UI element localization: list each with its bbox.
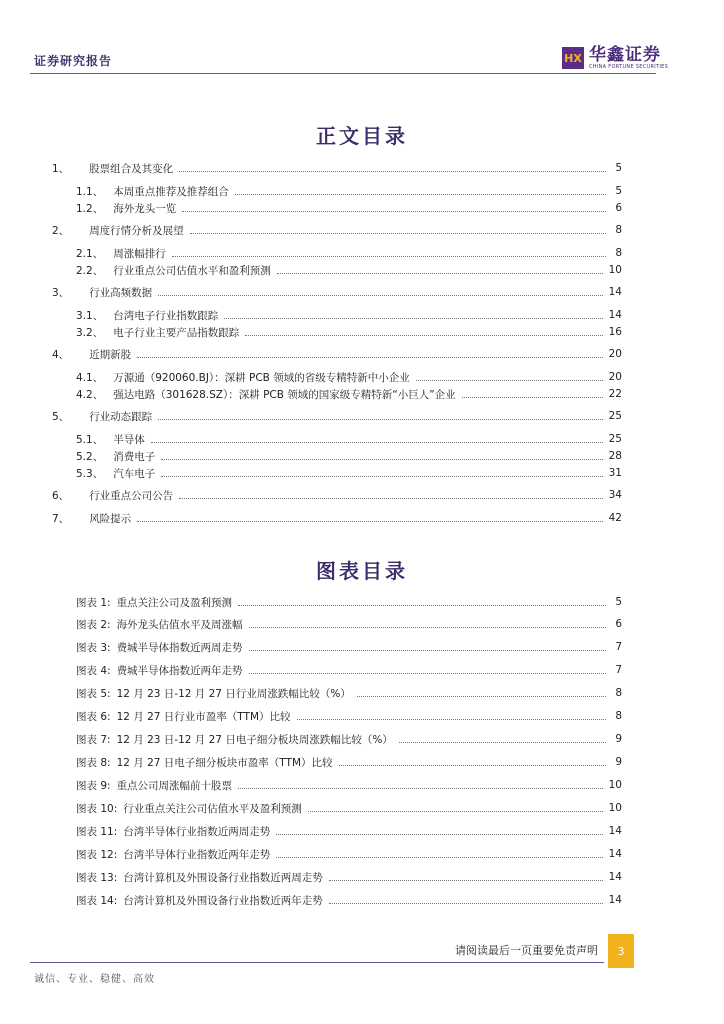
toc-page: 14	[608, 309, 622, 321]
toc-entry[interactable]	[52, 408, 622, 424]
figure-text: 重点关注公司及盈利预测	[116, 596, 233, 609]
toc-number: 3.1、	[76, 309, 104, 322]
toc-text: 行业重点公司估值水平和盈利预测	[113, 264, 271, 277]
dot-leader	[245, 335, 602, 336]
figure-entry[interactable]	[76, 594, 622, 610]
toc-page: 42	[608, 512, 622, 524]
dot-leader	[399, 742, 606, 743]
figure-page: 7	[615, 664, 622, 676]
dot-leader	[357, 696, 606, 697]
dot-leader	[462, 397, 603, 398]
toc-number: 2、	[52, 224, 70, 237]
dot-leader	[277, 273, 603, 274]
figure-list-title: 图表目录	[316, 559, 408, 583]
toc-number: 3、	[52, 286, 70, 299]
figure-number: 图表 12:	[76, 848, 118, 861]
figure-text: 台湾计算机及外围设备行业指数近两年走势	[123, 894, 323, 907]
toc-number: 3.2、	[76, 326, 104, 339]
toc-entry[interactable]	[52, 284, 622, 300]
toc-number: 1.2、	[76, 202, 104, 215]
toc-text: 消费电子	[113, 450, 156, 463]
toc-text: 台湾电子行业指数跟踪	[113, 309, 219, 322]
figure-entry[interactable]	[76, 800, 622, 816]
dot-leader	[224, 318, 602, 319]
dot-leader	[137, 521, 602, 522]
toc-number: 4、	[52, 348, 70, 361]
figure-page: 5	[615, 596, 622, 608]
dot-leader	[416, 380, 603, 381]
toc-entry[interactable]	[76, 262, 622, 278]
figure-number: 图表 1:	[76, 596, 111, 609]
toc-page: 22	[608, 388, 622, 400]
toc-text: 半导体	[113, 433, 145, 446]
toc-text: 电子行业主要产品指数跟踪	[113, 326, 240, 339]
toc-entry[interactable]	[52, 487, 622, 503]
toc-page: 25	[608, 433, 622, 445]
dot-leader	[137, 357, 602, 358]
dot-leader	[182, 211, 606, 212]
figure-text: 海外龙头估值水平及周涨幅	[116, 618, 243, 631]
figure-entry[interactable]	[76, 639, 622, 655]
dot-leader	[179, 171, 606, 172]
toc-number: 1、	[52, 162, 70, 175]
toc-entry[interactable]	[76, 183, 622, 199]
figure-page: 14	[608, 871, 622, 883]
toc-text: 万源通（920060.BJ）：深耕 PCB 领域的省级专精特新中小企业	[113, 371, 410, 384]
dot-leader	[276, 857, 602, 858]
toc-number: 2.2、	[76, 264, 104, 277]
figure-text: 12 月 27 日电子细分板块市盈率（TTM）比较	[116, 756, 333, 769]
toc-text: 股票组合及其变化	[89, 162, 174, 175]
figure-entry[interactable]	[76, 685, 622, 701]
figure-page: 9	[615, 733, 622, 745]
toc-text: 周涨幅排行	[113, 247, 166, 260]
logo-name-cn: 华鑫证券	[589, 45, 661, 65]
toc-text: 汽车电子	[113, 467, 156, 480]
logo-name-en: CHINA FORTUNE SECURITIES	[589, 64, 669, 70]
toc-number: 7、	[52, 512, 70, 525]
figure-text: 12 月 23 日-12 月 27 日电子细分板块周涨跌幅比较（%）	[116, 733, 393, 746]
toc-entry[interactable]	[76, 431, 622, 447]
toc-number: 5.2、	[76, 450, 104, 463]
toc-page: 31	[608, 467, 622, 479]
toc-number: 5、	[52, 410, 70, 423]
toc-text: 风险提示	[89, 512, 132, 525]
toc-page: 34	[608, 489, 622, 501]
toc-text: 行业动态跟踪	[89, 410, 153, 423]
figure-entry[interactable]	[76, 823, 622, 839]
figure-number: 图表 13:	[76, 871, 118, 884]
toc-page: 16	[608, 326, 622, 338]
toc-title: 正文目录	[316, 124, 408, 148]
toc-number: 4.1、	[76, 371, 104, 384]
toc-entry[interactable]	[52, 346, 622, 362]
figure-entry[interactable]	[76, 731, 622, 747]
figure-entry[interactable]	[76, 869, 622, 885]
figure-entry[interactable]	[76, 892, 622, 908]
toc-entry[interactable]	[76, 307, 622, 323]
dot-leader	[235, 194, 606, 195]
dot-leader	[158, 419, 602, 420]
toc-page: 20	[608, 371, 622, 383]
dot-leader	[161, 476, 602, 477]
toc-page: 20	[608, 348, 622, 360]
toc-page: 5	[615, 185, 622, 197]
figure-page: 14	[608, 825, 622, 837]
report-type-label: 证券研究报告	[34, 54, 113, 68]
toc-entry[interactable]	[76, 369, 622, 385]
toc-text: 本周重点推荐及推荐组合	[113, 185, 229, 198]
dot-leader	[308, 811, 603, 812]
figure-number: 图表 8:	[76, 756, 111, 769]
toc-text: 周度行情分析及展望	[89, 224, 184, 237]
figure-number: 图表 10:	[76, 802, 118, 815]
figure-entry[interactable]	[76, 846, 622, 862]
toc-number: 5.3、	[76, 467, 104, 480]
header-divider	[30, 73, 656, 74]
company-motto: 诚信、专业、稳健、高效	[34, 974, 155, 985]
figure-page: 14	[608, 848, 622, 860]
figure-text: 重点公司周涨幅前十股票	[116, 779, 233, 792]
toc-page: 8	[615, 224, 622, 236]
toc-entry[interactable]	[76, 324, 622, 340]
toc-text: 行业高频数据	[89, 286, 153, 299]
figure-entry[interactable]	[76, 662, 622, 678]
figure-number: 图表 2:	[76, 618, 111, 631]
dot-leader	[190, 233, 606, 234]
dot-leader	[172, 256, 606, 257]
figure-entry[interactable]	[76, 754, 622, 770]
company-logo	[562, 46, 668, 71]
figure-number: 图表 11:	[76, 825, 118, 838]
dot-leader	[238, 788, 603, 789]
figure-page: 10	[608, 779, 622, 791]
figure-page: 6	[615, 618, 622, 630]
toc-text: 海外龙头一览	[113, 202, 177, 215]
dot-leader	[249, 650, 606, 651]
figure-number: 图表 6:	[76, 710, 111, 723]
toc-number: 6、	[52, 489, 70, 502]
toc-page: 8	[615, 247, 622, 259]
toc-entry[interactable]	[76, 200, 622, 216]
disclaimer-note: 请阅读最后一页重要免责声明	[455, 944, 598, 957]
dot-leader	[276, 834, 602, 835]
toc-number: 1.1、	[76, 185, 104, 198]
toc-entry[interactable]	[76, 245, 622, 261]
figure-number: 图表 4:	[76, 664, 111, 677]
toc-page: 14	[608, 286, 622, 298]
logo-icon: HX	[562, 47, 584, 69]
figure-text: 台湾计算机及外围设备行业指数近两周走势	[123, 871, 323, 884]
figure-text: 台湾半导体行业指数近两年走势	[123, 848, 271, 861]
dot-leader	[329, 903, 603, 904]
figure-number: 图表 9:	[76, 779, 111, 792]
toc-entry[interactable]	[52, 510, 622, 526]
dot-leader	[249, 673, 606, 674]
toc-entry[interactable]	[76, 386, 622, 402]
toc-text: 强达电路（301628.SZ）：深耕 PCB 领域的国家级专精特新“小巨人”企业	[113, 388, 456, 401]
figure-text: 费城半导体指数近两年走势	[116, 664, 243, 677]
figure-page: 9	[615, 756, 622, 768]
figure-page: 7	[615, 641, 622, 653]
figure-entry[interactable]	[76, 777, 622, 793]
figure-entry[interactable]	[76, 616, 622, 632]
toc-page: 10	[608, 264, 622, 276]
figure-number: 图表 3:	[76, 641, 111, 654]
figure-entry[interactable]	[76, 708, 622, 724]
toc-number: 4.2、	[76, 388, 104, 401]
toc-entry[interactable]	[76, 465, 622, 481]
toc-page: 6	[615, 202, 622, 214]
dot-leader	[238, 605, 606, 606]
figure-page: 14	[608, 894, 622, 906]
figure-text: 12 月 27 日行业市盈率（TTM）比较	[116, 710, 291, 723]
figure-text: 行业重点关注公司估值水平及盈利预测	[123, 802, 302, 815]
toc-page: 28	[608, 450, 622, 462]
dot-leader	[179, 498, 602, 499]
toc-entry[interactable]	[52, 222, 622, 238]
footer-divider	[30, 962, 604, 963]
toc-entry[interactable]	[52, 160, 622, 176]
dot-leader	[151, 442, 603, 443]
figure-page: 8	[615, 710, 622, 722]
dot-leader	[158, 295, 602, 296]
toc-number: 2.1、	[76, 247, 104, 260]
figure-page: 10	[608, 802, 622, 814]
figure-number: 图表 5:	[76, 687, 111, 700]
dot-leader	[161, 459, 602, 460]
figure-text: 台湾半导体行业指数近两周走势	[123, 825, 271, 838]
toc-page: 25	[608, 410, 622, 422]
toc-text: 行业重点公司公告	[89, 489, 174, 502]
page-number: 3	[608, 934, 634, 968]
dot-leader	[297, 719, 607, 720]
dot-leader	[249, 627, 606, 628]
dot-leader	[329, 880, 603, 881]
dot-leader	[339, 765, 607, 766]
figure-text: 费城半导体指数近两周走势	[116, 641, 243, 654]
figure-number: 图表 14:	[76, 894, 118, 907]
toc-number: 5.1、	[76, 433, 104, 446]
figure-number: 图表 7:	[76, 733, 111, 746]
figure-text: 12 月 23 日-12 月 27 日行业周涨跌幅比较（%）	[116, 687, 351, 700]
figure-page: 8	[615, 687, 622, 699]
toc-entry[interactable]	[76, 448, 622, 464]
toc-text: 近期新股	[89, 348, 132, 361]
toc-page: 5	[615, 162, 622, 174]
